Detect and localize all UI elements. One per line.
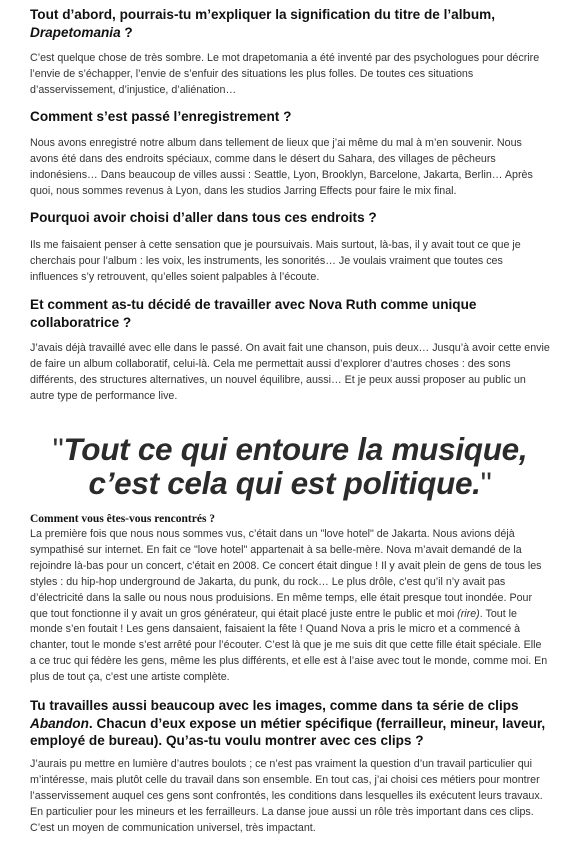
- close-quote-mark: ": [480, 465, 492, 501]
- question-heading: Et comment as-tu décidé de travailler avec Nova Ruth comme unique collaboratrice ?: [30, 297, 477, 330]
- question-heading: Tout d’abord, pourrais-tu m’expliquer la signification du titre de l’album, Drapetomania ?: [30, 7, 495, 40]
- interview-section-title: [30, 6, 550, 41]
- question-heading: Comment vous êtes-vous rencontrés ?: [30, 513, 216, 525]
- open-quote-mark: ": [52, 431, 64, 467]
- answer-paragraph: Ils me faisaient penser à cette sensation que je poursuivais. Mais surtout, là-bas, il y avait tout ce que je cherchais pour l’album : les voix, les instruments, les sonorités… Je voulais vraiment que toutes ces influences s’y retrouvent, qu’elles soient palpables à l’écoute.: [30, 239, 521, 283]
- question-heading: Tu travailles aussi beaucoup avec les images, comme dans ta série de clips Abandon. Chacun d’eux expose un métier spécifique (ferrailleur, mineur, laveur, employé de bureau). Qu’as-tu voulu montrer avec ces clips ?: [30, 698, 546, 748]
- clip-series-title: Abandon: [30, 715, 89, 731]
- pull-quote: [12, 432, 568, 500]
- album-title: Drapetomania: [30, 24, 121, 40]
- answer-paragraph: Nous avons enregistré notre album dans tellement de lieux que j’ai même du mal à m’en souvenir. Nous avons été dans des endroits spéciaux, comme dans le désert du Sahara, des villages de pêcheurs indonésiens… Dans beaucoup de villes aussi : Seattle, Lyon, Brooklyn, Barcelone, Jakarta, Berlin… Après quoi, nous sommes revenus à Lyon, dans les studios Jarring Effects pour faire le mix final.: [30, 137, 533, 197]
- answer-paragraph: La première fois que nous nous sommes vus, c’était dans un "love hotel" de Jakarta. Nous avions déjà sympathisé sur internet. En fait ce "love hotel" appartenait à sa belle-mère. Nova m’avait demandé de la rejoindre là-bas pour un concert, c’était en 2008. Ce concert était dingue ! Il y avait plein de gens de tous les styles : du hip-hop underground de Jakarta, du punk, du rock… Le plus drôle, c’est qu’il n’y avait pas d’électricité dans la salle ou nous nous produisions. En même temps, elle était presque tout inondée. Pour que tout fonctionne il y avait un gros générateur, qui était placé juste entre le public et moi (rire). Tout le monde s’en foutait ! Les gens dansaient, faisaient la fête ! Quand Nova a pris le micro et a commencé à chanter, tout le monde s’est arrêté pour l’écouter. C’est là que je me suis dit que cette fille était spéciale. Elle a ce truc qui fédère les gens, même les plus différents, et elle est à l’aise avec tout le monde, comme moi. En plus de tout ça, c’est une artiste complète.: [30, 528, 548, 684]
- answer-paragraph: C’est quelque chose de très sombre. Le mot drapetomania a été inventé par des psychologues pour décrire l’envie de s’échapper, l’envie de s’enfuir des situations les plus folles. De toutes ces situations d’asservissement, d’injustice, d’aliénation…: [30, 52, 540, 96]
- pull-quote-line-1: Tout ce qui entoure la musique,: [63, 431, 528, 467]
- question-heading: Comment s’est passé l’enregistrement ?: [30, 109, 292, 124]
- answer-paragraph: J’aurais pu mettre en lumière d’autres boulots ; ce n’est pas vraiment la question d’un travail particulier qui m’intéresse, mais plutôt celle du travail dans son ensemble. En tout cas, j’ai choisi ces métiers pour montrer l’asservissement auquel ces gens sont confrontés, les conditions dans lesquelles ils exécutent leurs travaux. En particulier pour les mineurs et les ferrailleurs. La danse joue aussi un rôle très important dans ces clips. C’est un moyen de communication universel, très impactant.: [30, 758, 543, 834]
- question-heading: Pourquoi avoir choisi d’aller dans tous ces endroits ?: [30, 210, 377, 225]
- answer-paragraph: J’avais déjà travaillé avec elle dans le passé. On avait fait une chanson, puis deux… Jusqu’à avoir cette envie de faire un album collaboratif, celui-là. Cela me permettait aussi d’explorer d’autres choses : des sons différents, des structures alternatives, un nouvel équilibre, aussi… Et je peux aussi proposer au public un autre type de performance live.: [30, 342, 550, 402]
- pull-quote-line-2: c’est cela qui est politique.: [88, 465, 481, 501]
